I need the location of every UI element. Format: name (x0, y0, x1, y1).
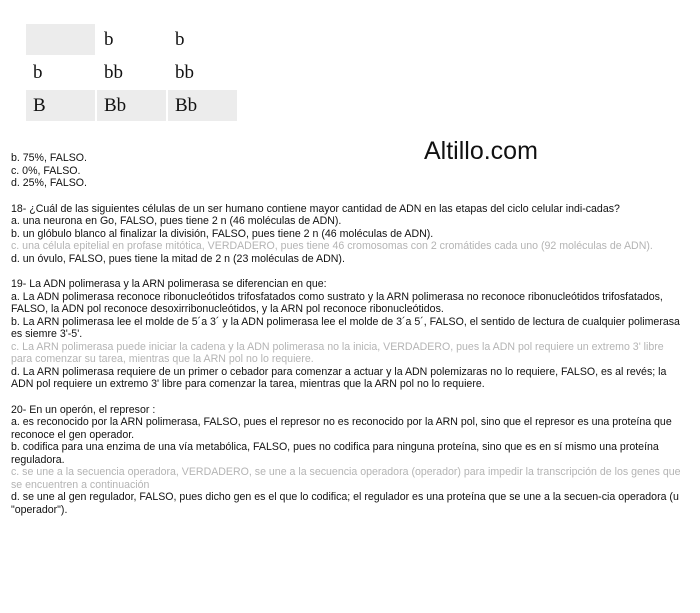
table-cell (26, 24, 95, 55)
answer-option: b. La ARN polimerasa lee el molde de 5´a 3´ y la ADN polimerasa lee el molde de 3´a 5´, FALSO, el sentido de lectura de cualquier polimerasa es siemre 3'-5'. (11, 315, 680, 340)
answer-option-correct: c. se une a la secuencia operadora, VERDADERO, se une a la secuencia operadora (operador) para impedir la transcripción de los genes que se encuentren a continuación (11, 466, 681, 491)
watermark: Altillo.com (424, 137, 538, 165)
table-row (26, 24, 237, 55)
table-cell: bb (168, 57, 237, 88)
table-cell: b (97, 24, 166, 55)
question-20-text: 20- En un operón, el represor : (11, 403, 156, 416)
table-row (26, 90, 237, 121)
answer-option: a. una neurona en Go, FALSO, pues tiene 2 n (46 moléculas de ADN). (11, 215, 342, 227)
answer-option: a. es reconocido por la ARN polimerasa, FALSO, pues el represor no es reconocido por la ARN pol, sino que el represor es una proteína que reconoce el gen operador. (11, 416, 672, 441)
answer-option: d. La ARN polimerasa requiere de un primer o cebador para comenzar a actuar y la ADN polemizaras no lo requiere, FALSO, es al revés; la ADN pol requiere un extremo 3' libre para comenzar la tarea, mientras que la ARN pol no lo requiere. (11, 365, 667, 390)
table-cell: Bb (168, 90, 237, 121)
table-cell: B (26, 90, 95, 121)
answer-option: b. codifica para una enzima de una vía metabólica, FALSO, pues no codifica para ninguna proteína, sino que es en sí mismo una proteína reguladora. (11, 441, 659, 466)
question-19-text: 19- La ADN polimerasa y la ARN polimerasa se diferencian en que: (11, 278, 327, 290)
answer-option: d. un óvulo, FALSO, pues tiene la mitad de 2 n (23 moléculas de ADN). (11, 252, 345, 265)
table-cell: Bb (97, 90, 166, 121)
table-cell: b (168, 24, 237, 55)
question-17-options (11, 152, 683, 516)
table-cell: bb (97, 57, 166, 88)
answer-option-correct: c. La ARN polimerasa puede iniciar la cadena y la ADN polimerasa no la inicia, VERDADERO, pues la ADN pol requiere un extremo 3' libre para comenzar su tarea, mientras que la ARN pol no lo requiere. (11, 340, 664, 365)
answer-option: b. un glóbulo blanco al finalizar la división, FALSO, pues tiene 2 n (46 moléculas de ADN). (11, 227, 434, 240)
answer-option: c. 0%, FALSO. (11, 164, 81, 177)
punnett-square-table (24, 22, 239, 123)
question-18-text: 18- ¿Cuál de las siguientes células de un ser humano contiene mayor cantidad de ADN en las etapas del ciclo celular indi-cadas? (11, 202, 620, 215)
answer-option: d. 25%, FALSO. (11, 177, 87, 189)
answer-option: b. 75%, FALSO. (11, 152, 87, 164)
answer-option: a. La ADN polimerasa reconoce ribonucleótidos trifosfatados como sustrato y la ARN polimerasa no reconoce ribonucleótidos trifosfatados, FALSO, la ADN pol reconoce desoxirribonucleótidos, y la ARN pol reconoce ribonucleótidos. (11, 290, 663, 315)
answer-option: d. se une al gen regulador, FALSO, pues dicho gen es el que lo codifica; el regulador es una proteína que se une a la secuen-cia operadora (u "operador"). (11, 491, 679, 516)
table-row (26, 57, 237, 88)
table-cell: b (26, 57, 95, 88)
answer-option-correct: c. una célula epitelial en profase mitótica, VERDADERO, pues tiene 46 cromosomas con 2 cromátides cada uno (92 moléculas de ADN). (11, 240, 653, 252)
